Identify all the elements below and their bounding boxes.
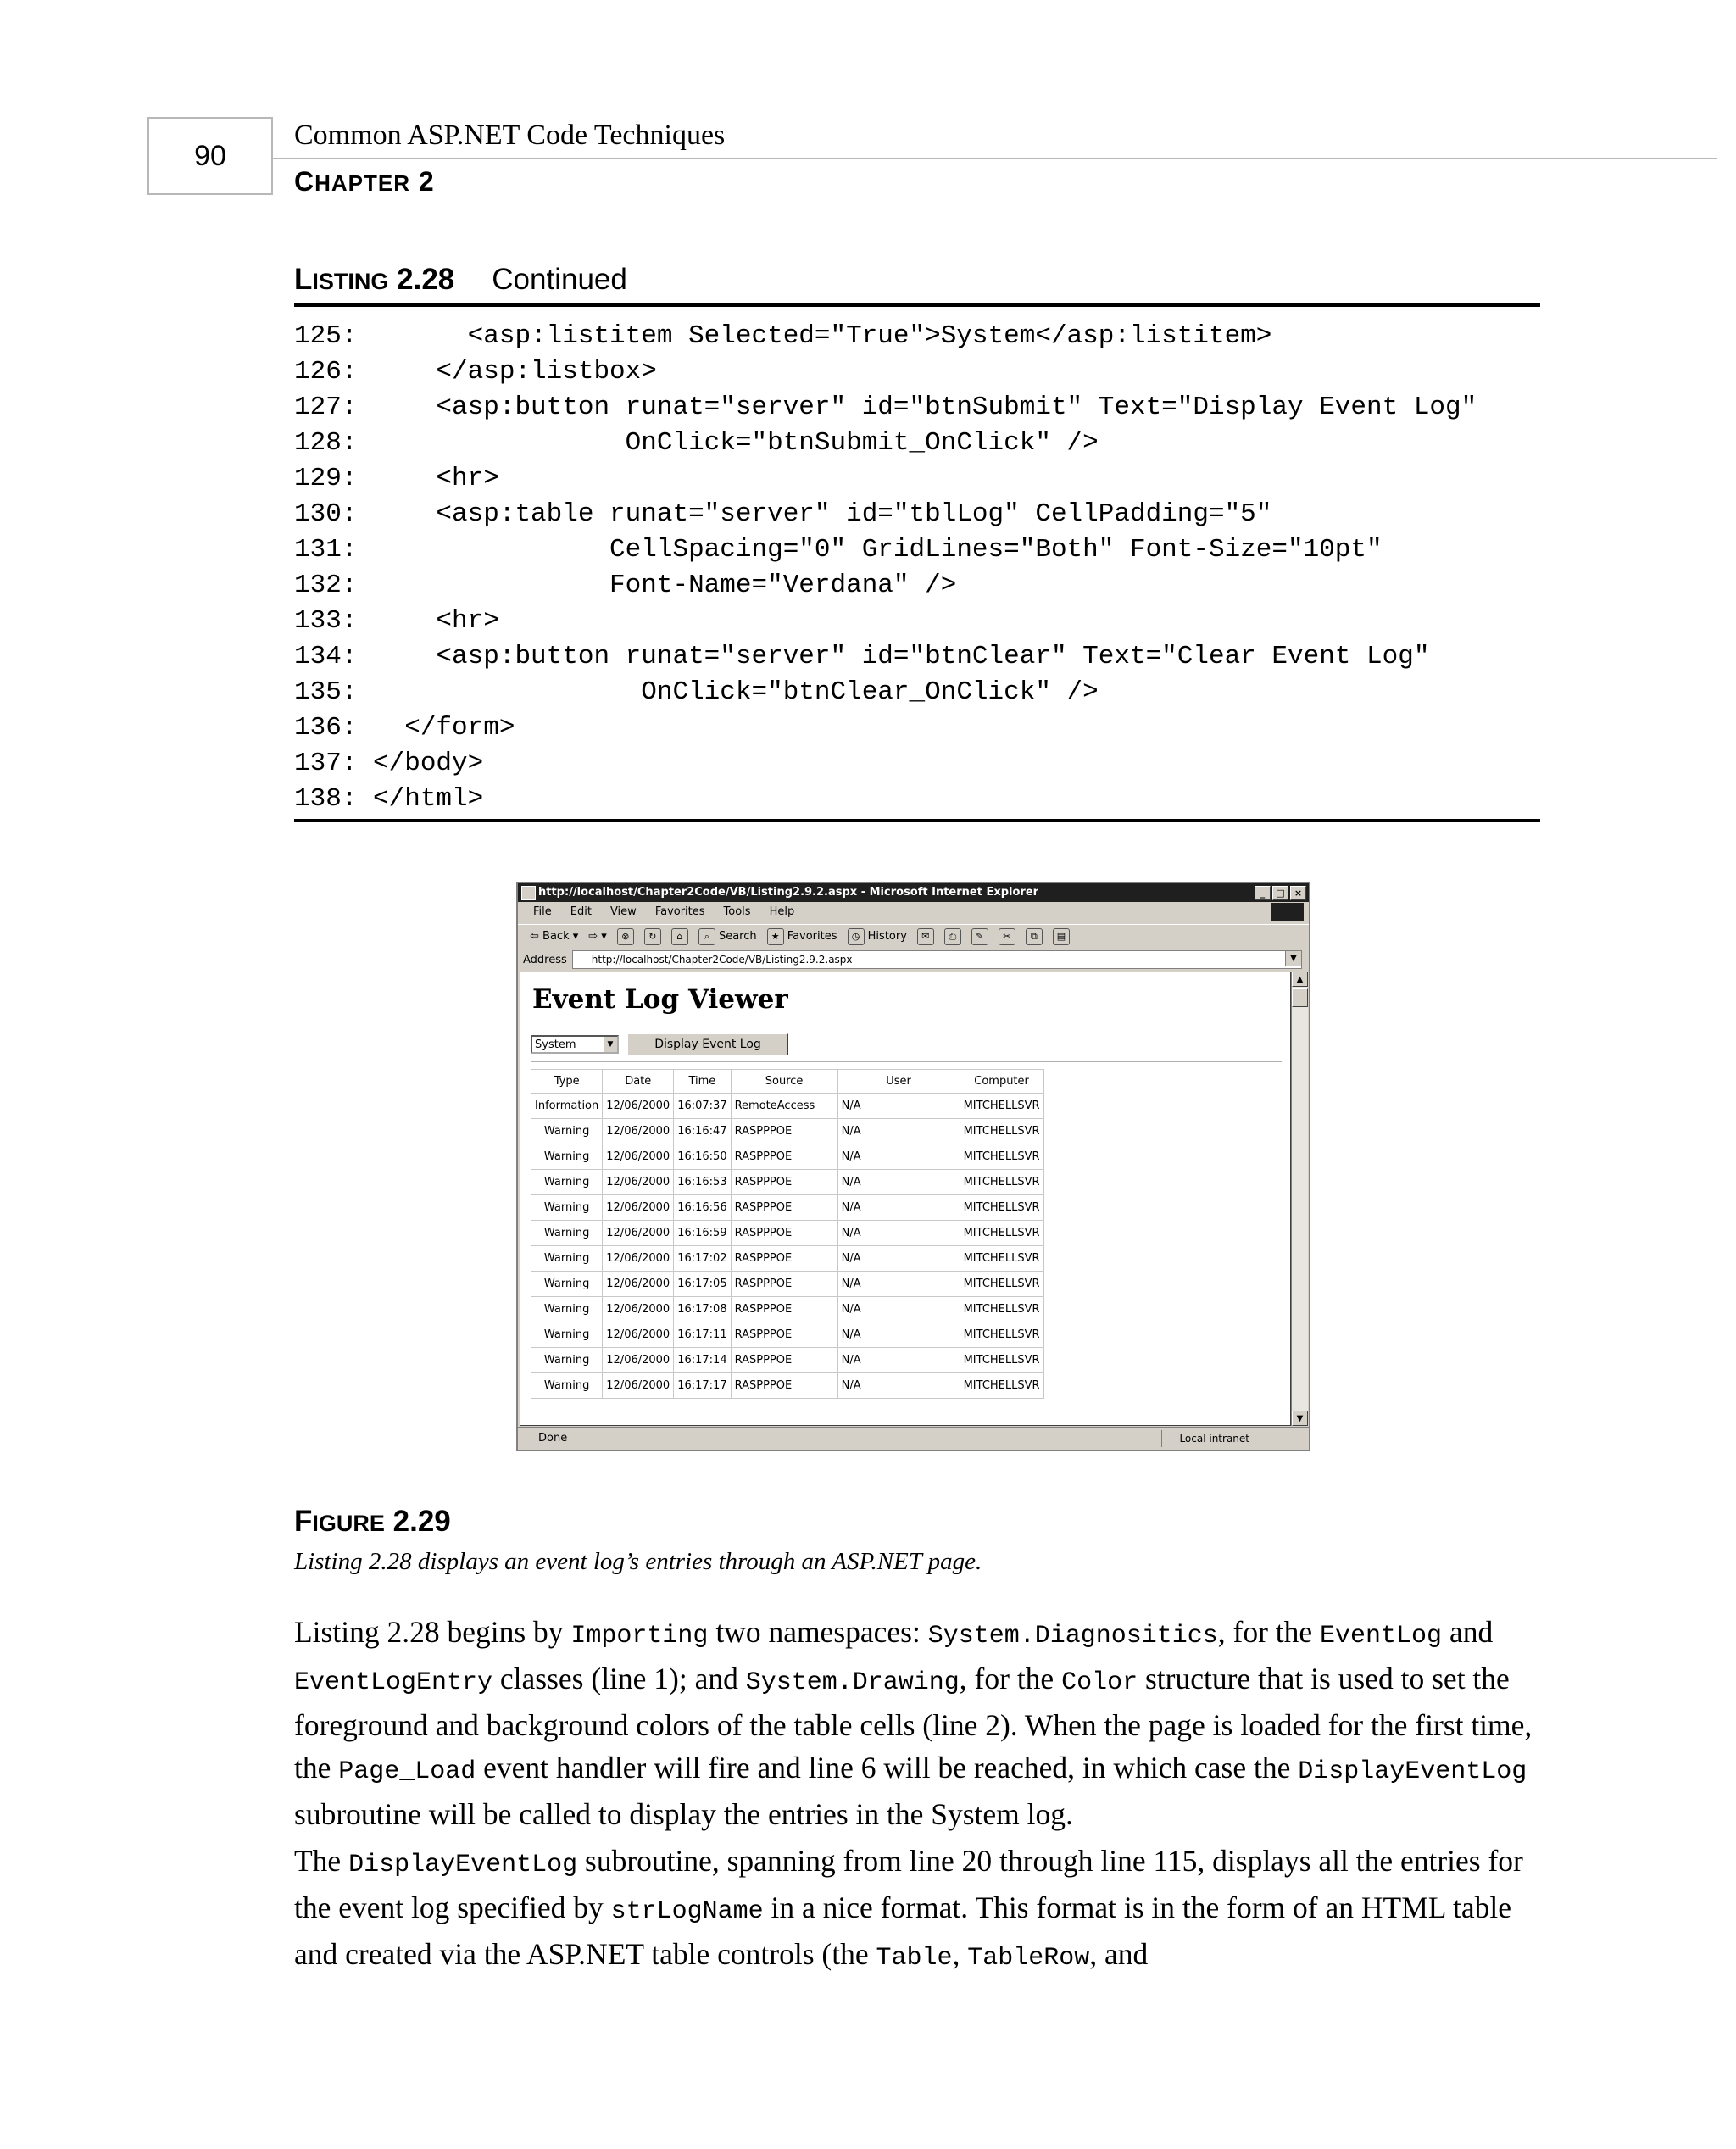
table-cell: RASPPPOE [731, 1373, 837, 1399]
security-zone [1161, 1430, 1249, 1447]
listing-cap: L [294, 263, 313, 296]
menu-item-help[interactable]: Help [769, 905, 795, 918]
table-cell: N/A [837, 1322, 960, 1348]
search-icon: ⌕ [698, 928, 715, 945]
table-cell: N/A [837, 1119, 960, 1144]
favorites-icon: ★ [767, 928, 784, 945]
vertical-scrollbar[interactable] [1291, 972, 1308, 1426]
scroll-up-icon[interactable]: ▲ [1292, 972, 1308, 987]
table-row [531, 1119, 1044, 1144]
address-dropdown-icon[interactable]: ▼ [1285, 951, 1301, 966]
table-cell: MITCHELLSVR [960, 1348, 1043, 1373]
back-button[interactable]: ⇦ Back ▾ [530, 930, 579, 943]
figure-caption: Listing 2.28 displays an event log’s entries through an ASP.NET page. [294, 1548, 982, 1575]
stop-icon[interactable]: ⊗ [617, 928, 634, 945]
code-term: System.Drawing [745, 1668, 960, 1697]
forward-icon[interactable]: ⇨ ▾ [588, 930, 607, 943]
maximize-icon[interactable]: □ [1272, 886, 1288, 900]
log-select-value: System [535, 1038, 576, 1051]
home-icon[interactable]: ⌂ [671, 928, 688, 945]
browser-title: http://localhost/Chapter2Code/VB/Listing2.9.2.aspx - Microsoft Internet Explorer [538, 886, 1039, 899]
listing-bottom-rule [294, 819, 1540, 822]
table-cell: Warning [531, 1195, 603, 1221]
text-run: , for the [1217, 1615, 1321, 1649]
table-cell: 12/06/2000 [603, 1297, 674, 1322]
log-select[interactable] [531, 1035, 619, 1054]
code-term: DisplayEventLog [1298, 1757, 1527, 1786]
text-run: , and [1089, 1937, 1149, 1971]
edit-icon[interactable]: ✎ [971, 928, 988, 945]
back-label: Back [542, 930, 570, 943]
menu-item-view[interactable]: View [609, 905, 637, 918]
table-cell: RASPPPOE [731, 1195, 837, 1221]
table-row [531, 1297, 1044, 1322]
code-term: Importing [570, 1622, 709, 1651]
code-line: 138: </html> [294, 784, 484, 814]
column-header-type: Type [531, 1070, 603, 1094]
table-cell: 16:16:56 [674, 1195, 731, 1221]
table-cell: MITCHELLSVR [960, 1373, 1043, 1399]
code-term: EventLog [1320, 1622, 1443, 1651]
table-cell: 12/06/2000 [603, 1348, 674, 1373]
table-cell: 16:16:50 [674, 1144, 731, 1170]
column-header-date: Date [603, 1070, 674, 1094]
table-row [531, 1348, 1044, 1373]
history-label: History [867, 930, 907, 943]
refresh-icon[interactable]: ↻ [644, 928, 661, 945]
close-icon[interactable]: × [1290, 886, 1306, 900]
table-cell: Warning [531, 1297, 603, 1322]
figure-label [294, 1502, 451, 1543]
display-event-log-button[interactable]: Display Event Log [627, 1033, 788, 1055]
code-line: 132: Font-Name="Verdana" /> [294, 571, 957, 600]
code-term: strLogName [610, 1897, 764, 1926]
table-row [531, 1322, 1044, 1348]
browser-menu-bar [518, 902, 1309, 922]
browser-toolbar [518, 924, 1309, 949]
table-row [531, 1373, 1044, 1399]
table-cell: Warning [531, 1246, 603, 1272]
table-cell: Warning [531, 1170, 603, 1195]
search-label: Search [718, 930, 757, 943]
code-term: Color [1061, 1668, 1138, 1697]
table-cell: 16:17:17 [674, 1373, 731, 1399]
column-header-user: User [837, 1070, 960, 1094]
table-cell: MITCHELLSVR [960, 1119, 1043, 1144]
code-line: 130: <asp:table runat="server" id="tblLog" CellPadding="5" [294, 499, 1272, 529]
code-line: 127: <asp:button runat="server" id="btnSubmit" Text="Display Event Log" [294, 392, 1477, 422]
table-cell: 16:17:05 [674, 1272, 731, 1297]
table-row [531, 1195, 1044, 1221]
scroll-down-icon[interactable]: ▼ [1292, 1411, 1308, 1426]
figure-rest: IGURE [312, 1511, 385, 1536]
listing-top-rule [294, 303, 1540, 307]
cut-icon[interactable]: ✂ [999, 928, 1015, 945]
table-cell: 12/06/2000 [603, 1322, 674, 1348]
table-cell: MITCHELLSVR [960, 1246, 1043, 1272]
event-log-table [531, 1069, 1044, 1399]
table-cell: Warning [531, 1373, 603, 1399]
text-run: The [294, 1844, 349, 1878]
copy-icon[interactable]: ⧉ [1026, 928, 1043, 945]
table-cell: Warning [531, 1119, 603, 1144]
text-run: , for the [959, 1662, 1062, 1695]
table-cell: N/A [837, 1272, 960, 1297]
history-button[interactable] [848, 925, 907, 949]
table-row [531, 1144, 1044, 1170]
table-cell: N/A [837, 1297, 960, 1322]
search-button[interactable] [698, 925, 757, 949]
text-run: in a nice format. This format is in the form of an HTML table and created via the ASP.NET table controls (the [294, 1890, 1511, 1971]
menu-item-favorites[interactable]: Favorites [654, 905, 705, 918]
text-run: , [952, 1937, 968, 1971]
code-line: 126: </asp:listbox> [294, 357, 657, 387]
chapter-number: 2 [418, 166, 435, 197]
table-cell: RASPPPOE [731, 1170, 837, 1195]
code-listing [294, 319, 1477, 817]
table-cell: MITCHELLSVR [960, 1272, 1043, 1297]
listing-heading [294, 259, 627, 302]
table-cell: Information [531, 1094, 603, 1119]
table-cell: 12/06/2000 [603, 1144, 674, 1170]
table-cell: 12/06/2000 [603, 1246, 674, 1272]
table-cell: Warning [531, 1322, 603, 1348]
address-bar [518, 949, 1309, 970]
scroll-thumb[interactable] [1292, 988, 1308, 1007]
table-cell: 16:07:37 [674, 1094, 731, 1119]
table-cell: N/A [837, 1094, 960, 1119]
table-cell: 16:16:47 [674, 1119, 731, 1144]
table-cell: Warning [531, 1144, 603, 1170]
code-line: 128: OnClick="btnSubmit_OnClick" /> [294, 428, 1099, 458]
table-cell: RASPPPOE [731, 1221, 837, 1246]
table-cell: N/A [837, 1246, 960, 1272]
chapter-cap: C [294, 166, 315, 197]
running-head-title: Common ASP.NET Code Techniques [294, 120, 726, 151]
table-cell: RASPPPOE [731, 1272, 837, 1297]
listing-label [294, 263, 388, 296]
table-cell: RASPPPOE [731, 1246, 837, 1272]
table-cell: N/A [837, 1144, 960, 1170]
ie-app-icon [521, 886, 536, 900]
table-cell: RASPPPOE [731, 1144, 837, 1170]
figure-cap: F [294, 1505, 313, 1538]
table-cell: RASPPPOE [731, 1348, 837, 1373]
chevron-down-icon: ▼ [604, 1037, 617, 1052]
table-cell: MITCHELLSVR [960, 1297, 1043, 1322]
code-line: 134: <asp:button runat="server" id="btnClear" Text="Clear Event Log" [294, 642, 1430, 671]
print-icon[interactable]: ⎙ [944, 928, 961, 945]
menu-item-edit[interactable]: Edit [570, 905, 592, 918]
table-cell: MITCHELLSVR [960, 1094, 1043, 1119]
favorites-button[interactable] [767, 925, 837, 949]
table-cell: 12/06/2000 [603, 1094, 674, 1119]
code-line: 129: <hr> [294, 464, 499, 493]
zone-label: Local intranet [1179, 1433, 1249, 1445]
menu-item-tools[interactable]: Tools [723, 905, 751, 918]
code-line: 133: <hr> [294, 606, 499, 636]
column-header-time: Time [674, 1070, 731, 1094]
listing-status: Continued [492, 263, 627, 296]
table-cell: MITCHELLSVR [960, 1170, 1043, 1195]
table-cell: RemoteAccess [731, 1094, 837, 1119]
body-paragraph-1 [294, 1611, 1557, 1835]
code-line: 135: OnClick="btnClear_OnClick" /> [294, 677, 1099, 707]
text-run: Listing 2.28 begins by [294, 1615, 571, 1649]
table-cell: 16:16:59 [674, 1221, 731, 1246]
browser-title-bar [518, 883, 1309, 902]
table-cell: 12/06/2000 [603, 1119, 674, 1144]
page-heading: Event Log Viewer [532, 984, 788, 1015]
address-url: http://localhost/Chapter2Code/VB/Listing2.9.2.aspx [591, 954, 853, 966]
browser-window [516, 882, 1310, 1451]
table-cell: MITCHELLSVR [960, 1322, 1043, 1348]
table-cell: N/A [837, 1373, 960, 1399]
text-run: two namespaces: [708, 1615, 928, 1649]
table-cell: 12/06/2000 [603, 1373, 674, 1399]
body-paragraph-2 [294, 1840, 1557, 1979]
status-bar [518, 1427, 1309, 1450]
favorites-label: Favorites [787, 930, 837, 943]
chapter-rest: HAPTER [314, 170, 411, 196]
table-cell: 16:17:02 [674, 1246, 731, 1272]
paste-icon[interactable]: ▤ [1053, 928, 1070, 945]
code-line: 136: </form> [294, 713, 515, 743]
table-cell: RASPPPOE [731, 1322, 837, 1348]
status-text: Done [538, 1432, 568, 1445]
figure-number: 2.29 [392, 1505, 451, 1538]
menu-item-file[interactable]: File [533, 905, 552, 918]
header-rule [273, 158, 1717, 159]
text-run: structure that is used to set the foreground and background colors of the table cells (line 2). When the page is loaded for the first time, the [294, 1662, 1533, 1784]
code-term: Page_Load [338, 1757, 476, 1786]
minimize-icon[interactable]: _ [1255, 886, 1271, 900]
table-row [531, 1221, 1044, 1246]
code-term: TableRow [967, 1944, 1090, 1973]
column-header-source: Source [731, 1070, 837, 1094]
column-header-computer: Computer [960, 1070, 1043, 1094]
table-row [531, 1094, 1044, 1119]
code-line: 125: <asp:listitem Selected="True">System</asp:listitem> [294, 321, 1272, 351]
text-run: subroutine will be called to display the entries in the System log. [294, 1797, 1073, 1831]
table-cell: 16:16:53 [674, 1170, 731, 1195]
table-cell: MITCHELLSVR [960, 1144, 1043, 1170]
page-divider [531, 1061, 1282, 1062]
table-cell: MITCHELLSVR [960, 1221, 1043, 1246]
code-term: EventLogEntry [294, 1668, 493, 1697]
table-row [531, 1246, 1044, 1272]
table-cell: MITCHELLSVR [960, 1195, 1043, 1221]
browser-content [520, 972, 1291, 1426]
table-cell: RASPPPOE [731, 1119, 837, 1144]
table-cell: 16:17:11 [674, 1322, 731, 1348]
address-label: Address [523, 953, 567, 966]
text-run: and [1442, 1615, 1494, 1649]
table-body [531, 1094, 1044, 1399]
code-line: 137: </body> [294, 749, 484, 778]
running-head-chapter [294, 164, 435, 200]
table-row [531, 1272, 1044, 1297]
table-cell: 16:17:14 [674, 1348, 731, 1373]
listing-rest: ISTING [312, 269, 389, 294]
code-term: System.Diagnositics [927, 1622, 1218, 1651]
history-icon: ◷ [848, 928, 865, 945]
table-cell: N/A [837, 1221, 960, 1246]
window-controls [1255, 886, 1306, 900]
table-cell: 12/06/2000 [603, 1221, 674, 1246]
table-cell: N/A [837, 1195, 960, 1221]
table-cell: Warning [531, 1272, 603, 1297]
table-cell: N/A [837, 1170, 960, 1195]
code-line: 131: CellSpacing="0" GridLines="Both" Font-Size="10pt" [294, 535, 1383, 565]
code-term: Table [876, 1944, 953, 1973]
table-cell: Warning [531, 1348, 603, 1373]
table-cell: 12/06/2000 [603, 1195, 674, 1221]
table-cell: 12/06/2000 [603, 1170, 674, 1195]
table-header-row [531, 1070, 1044, 1094]
windows-logo-icon [1271, 903, 1304, 921]
table-cell: 16:17:08 [674, 1297, 731, 1322]
table-cell: 12/06/2000 [603, 1272, 674, 1297]
table-cell: RASPPPOE [731, 1297, 837, 1322]
code-term: DisplayEventLog [348, 1851, 578, 1879]
table-cell: N/A [837, 1348, 960, 1373]
text-run: subroutine, spanning from line 20 through line 115, displays all the entries for the event log specified by [294, 1844, 1523, 1924]
table-row [531, 1170, 1044, 1195]
mail-icon[interactable]: ✉ [917, 928, 934, 945]
address-input[interactable] [572, 950, 1302, 969]
listing-number: 2.28 [397, 263, 455, 296]
table-cell: Warning [531, 1221, 603, 1246]
text-run: classes (line 1); and [492, 1662, 746, 1695]
text-run: event handler will fire and line 6 will be reached, in which case the [476, 1751, 1299, 1784]
page-number: 90 [147, 117, 273, 195]
